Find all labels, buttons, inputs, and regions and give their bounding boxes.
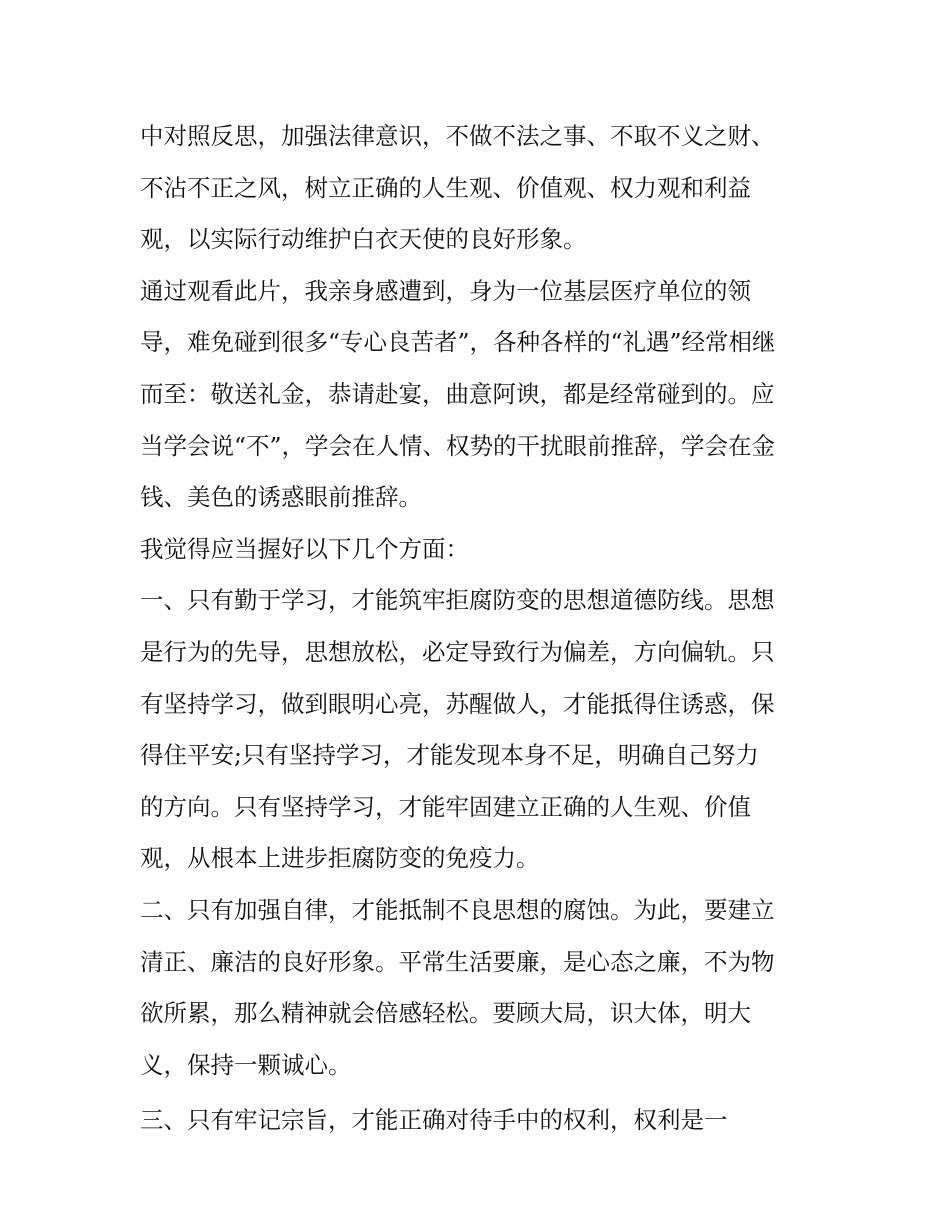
text-line: 而至：敬送礼金，恭请赴宴，曲意阿谀，都是经常碰到的。应 — [140, 379, 775, 408]
text-line: 中对照反思，加强法律意识，不做不法之事、不取不义之财、 — [140, 122, 775, 150]
text-line: 我觉得应当握好以下几个方面： — [140, 534, 469, 563]
text-line: 清正、廉洁的良好形象。平常生活要廉，是心态之廉，不为物 — [140, 947, 775, 976]
text-line: 通过观看此片，我亲身感遭到，身为一位基层医疗单位的领 — [140, 276, 751, 305]
text-line: 三、只有牢记宗旨，才能正确对待手中的权利，权利是一 — [140, 1106, 728, 1135]
text-line: 是行为的先导，思想放松，必定导致行为偏差，方向偏轨。只 — [140, 637, 775, 666]
text-line: 观，以实际行动维护白衣天使的良好形象。 — [140, 225, 587, 254]
text-line: 的方向。只有坚持学习，才能牢固建立正确的人生观、价值 — [140, 792, 751, 821]
text-line: 导，难免碰到很多“专心良苦者”，各种各样的“礼遇”经常相继 — [140, 328, 776, 357]
text-line: 观，从根本上进步拒腐防变的免疫力。 — [140, 844, 540, 873]
text-line: 当学会说“不”，学会在人情、权势的干扰眼前推辞，学会在金 — [140, 431, 776, 460]
text-line: 得住平安;只有坚持学习，才能发现本身不足，明确自己努力 — [140, 741, 759, 770]
text-line: 钱、美色的诱惑眼前推辞。 — [140, 483, 422, 512]
text-line: 不沾不正之风，树立正确的人生观、价值观、权力观和利益 — [140, 173, 751, 202]
text-line: 有坚持学习，做到眼明心亮，苏醒做人，才能抵得住诱惑，保 — [140, 689, 775, 718]
text-line: 义，保持一颗诚心。 — [140, 1050, 352, 1079]
text-line: 一、只有勤于学习，才能筑牢拒腐防变的思想道德防线。思想 — [140, 586, 775, 615]
body-text — [140, 111, 820, 1147]
text-line: 欲所累，那么精神就会倍感轻松。要顾大局，识大体，明大 — [140, 999, 751, 1028]
text-line: 二、只有加强自律，才能抵制不良思想的腐蚀。为此，要建立 — [140, 895, 775, 924]
